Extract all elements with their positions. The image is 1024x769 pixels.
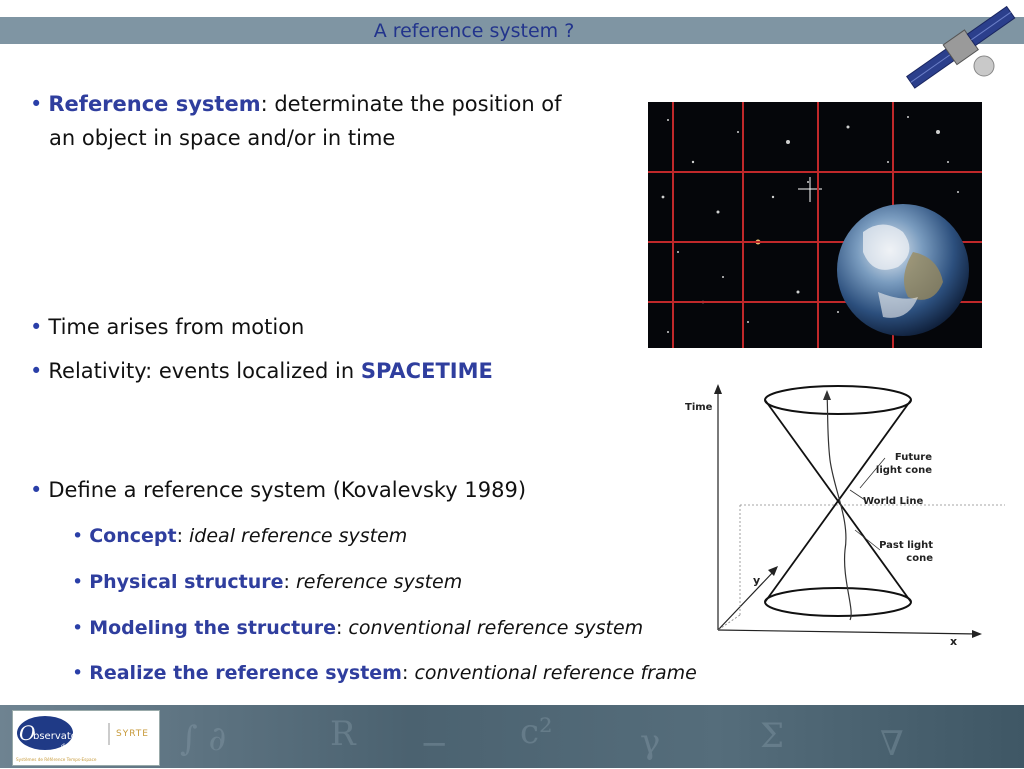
bullet-relativity: • Relativity: events localized in SPACETIME bbox=[30, 359, 493, 383]
earth-grid-image bbox=[648, 102, 982, 348]
subbullet-sep: : bbox=[176, 525, 190, 547]
subbullet-sep: : bbox=[283, 571, 296, 593]
subbullet-sep: : bbox=[335, 617, 349, 639]
subbullet-term: Modeling the structure bbox=[89, 617, 336, 639]
y-axis-label: y bbox=[753, 574, 761, 587]
future-cone-label: Future bbox=[894, 452, 932, 463]
subbullet-sep: : bbox=[401, 662, 415, 684]
logo-observatoire: bservatoire bbox=[33, 731, 90, 742]
svg-text:c²: c² bbox=[520, 712, 553, 752]
svg-text:−: − bbox=[420, 724, 449, 764]
past-cone-label: Past light bbox=[879, 540, 933, 551]
term-spacetime: SPACETIME bbox=[360, 359, 493, 383]
bullet-reference-system: • Reference system: determinate the position of bbox=[30, 92, 562, 116]
world-line-label: World Line bbox=[863, 496, 924, 507]
svg-text:R: R bbox=[330, 714, 356, 754]
subbullet-concept: • Concept: ideal reference system bbox=[72, 525, 408, 547]
future-cone-label-2: light cone bbox=[875, 465, 932, 476]
bullet-time-motion: • Time arises from motion bbox=[30, 315, 305, 339]
observatoire-logo bbox=[12, 710, 160, 766]
subbullet-modeling: • Modeling the structure: conventional reference system bbox=[72, 617, 644, 639]
logo-syrte: SYRTE bbox=[116, 729, 149, 739]
slide-title: A reference system ? bbox=[373, 20, 575, 42]
subbullet-term: Realize the reference system bbox=[89, 662, 402, 684]
subbullet-desc: reference system bbox=[295, 571, 463, 593]
subbullet-physical: • Physical structure: reference system bbox=[72, 571, 463, 593]
bullet-text: Time arises from motion bbox=[48, 315, 305, 339]
time-axis-label: Time bbox=[685, 402, 713, 413]
bullet-text: : determinate the position of bbox=[260, 92, 562, 116]
subbullet-desc: ideal reference system bbox=[189, 525, 408, 547]
bullet-define: • Define a reference system (Kovalevsky 1989) bbox=[30, 478, 527, 502]
subbullet-term: Physical structure bbox=[89, 571, 284, 593]
term-reference-system: Reference system bbox=[48, 92, 261, 116]
satellite-icon bbox=[904, 0, 1024, 90]
svg-text:∇: ∇ bbox=[880, 724, 904, 764]
subbullet-term: Concept bbox=[89, 525, 177, 547]
light-cone-diagram bbox=[660, 380, 1010, 650]
logo-o: O bbox=[19, 721, 36, 745]
svg-text:∫ ∂: ∫ ∂ bbox=[180, 719, 227, 759]
bullet-continuation bbox=[49, 121, 395, 155]
logo-graphic bbox=[13, 711, 159, 765]
bullet-text: Define a reference system (Kovalevsky 1989) bbox=[48, 478, 527, 502]
past-cone-label-2: cone bbox=[906, 553, 933, 564]
svg-text:γ: γ bbox=[640, 722, 661, 762]
subbullet-realize: • Realize the reference system: conventional reference frame bbox=[72, 662, 697, 684]
logo-de-paris: de Paris bbox=[61, 743, 85, 750]
subbullet-desc: conventional reference frame bbox=[414, 662, 697, 684]
x-axis-label: x bbox=[950, 635, 958, 648]
subbullet-desc: conventional reference system bbox=[348, 617, 644, 639]
bullet-text: Relativity: events localized in bbox=[48, 359, 361, 383]
bullet-text: an object in space and/or in time bbox=[49, 126, 396, 150]
logo-tagline: Systèmes de Référence Temps-Espace bbox=[16, 757, 97, 762]
svg-text:Σ: Σ bbox=[760, 716, 785, 756]
